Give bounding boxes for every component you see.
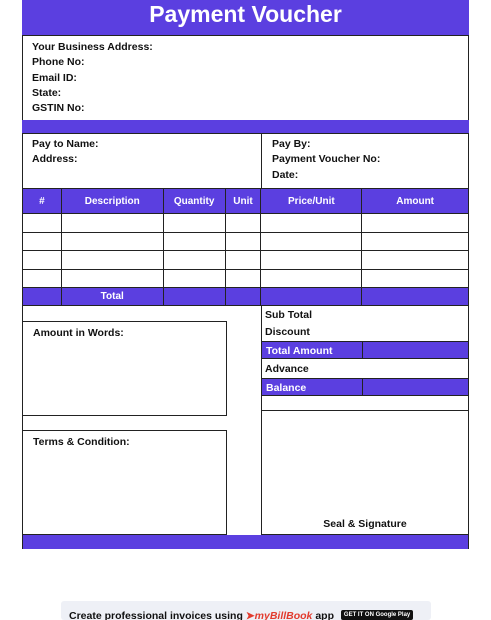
col-header-unit: Unit bbox=[225, 189, 261, 214]
bottom-bar bbox=[22, 535, 469, 549]
table-row bbox=[23, 214, 469, 233]
footer-text: Create professional invoices using bbox=[69, 610, 243, 620]
advance-row bbox=[261, 360, 469, 378]
brand-name: BillBook bbox=[269, 610, 313, 620]
business-address-label: Your Business Address: bbox=[32, 41, 153, 53]
total-label: Total bbox=[61, 288, 163, 306]
balance-row bbox=[261, 378, 469, 396]
seal-signature-label: Seal & Signature bbox=[323, 518, 407, 530]
col-header-amount: Amount bbox=[362, 189, 469, 214]
date-label: Date: bbox=[272, 168, 299, 181]
footer-suffix: app bbox=[315, 610, 334, 620]
seal-signature-box bbox=[261, 410, 469, 535]
sub-total-label: Sub Total bbox=[265, 309, 313, 321]
total-amount-label: Total Amount bbox=[266, 345, 333, 357]
col-header-description: Description bbox=[61, 189, 163, 214]
terms-label: Terms & Condition: bbox=[33, 436, 130, 448]
sub-total-row bbox=[261, 306, 469, 323]
business-details bbox=[22, 35, 469, 120]
brand-logo-icon: ➤ bbox=[245, 610, 255, 620]
voucher-title: Payment Voucher bbox=[22, 0, 469, 35]
brand-prefix: my bbox=[254, 610, 270, 620]
gstin-label: GSTIN No: bbox=[32, 102, 85, 115]
amount-in-words-box bbox=[22, 321, 227, 416]
table-row bbox=[23, 232, 469, 251]
table-header-row bbox=[23, 189, 469, 214]
pay-to-address-label: Address: bbox=[32, 153, 78, 166]
separator-bar bbox=[22, 120, 469, 133]
col-header-price-unit: Price/Unit bbox=[261, 189, 362, 214]
balance-label: Balance bbox=[266, 382, 307, 394]
pay-to-section bbox=[22, 133, 261, 188]
balance-value bbox=[362, 378, 470, 396]
terms-box bbox=[22, 430, 227, 535]
email-label: Email ID: bbox=[32, 71, 77, 84]
promo-footer[interactable] bbox=[61, 601, 431, 620]
col-header-quantity: Quantity bbox=[163, 189, 225, 214]
total-amount-row bbox=[261, 341, 469, 359]
pay-by-label: Pay By: bbox=[272, 138, 311, 150]
discount-label: Discount bbox=[265, 326, 310, 338]
advance-label: Advance bbox=[265, 363, 309, 375]
pay-by-section bbox=[261, 133, 469, 188]
table-row bbox=[23, 269, 469, 288]
items-table bbox=[22, 188, 469, 306]
pay-to-name-label: Pay to Name: bbox=[32, 138, 99, 150]
google-play-badge[interactable]: GET IT ON Google Play bbox=[341, 610, 413, 620]
col-header-number: # bbox=[23, 189, 62, 214]
table-total-row bbox=[23, 288, 469, 306]
table-row bbox=[23, 251, 469, 270]
amount-in-words-label: Amount in Words: bbox=[33, 327, 124, 339]
phone-label: Phone No: bbox=[32, 56, 85, 69]
total-amount-value bbox=[362, 341, 470, 359]
voucher-no-label: Payment Voucher No: bbox=[272, 153, 381, 166]
discount-row bbox=[261, 323, 469, 341]
state-label: State: bbox=[32, 86, 62, 99]
